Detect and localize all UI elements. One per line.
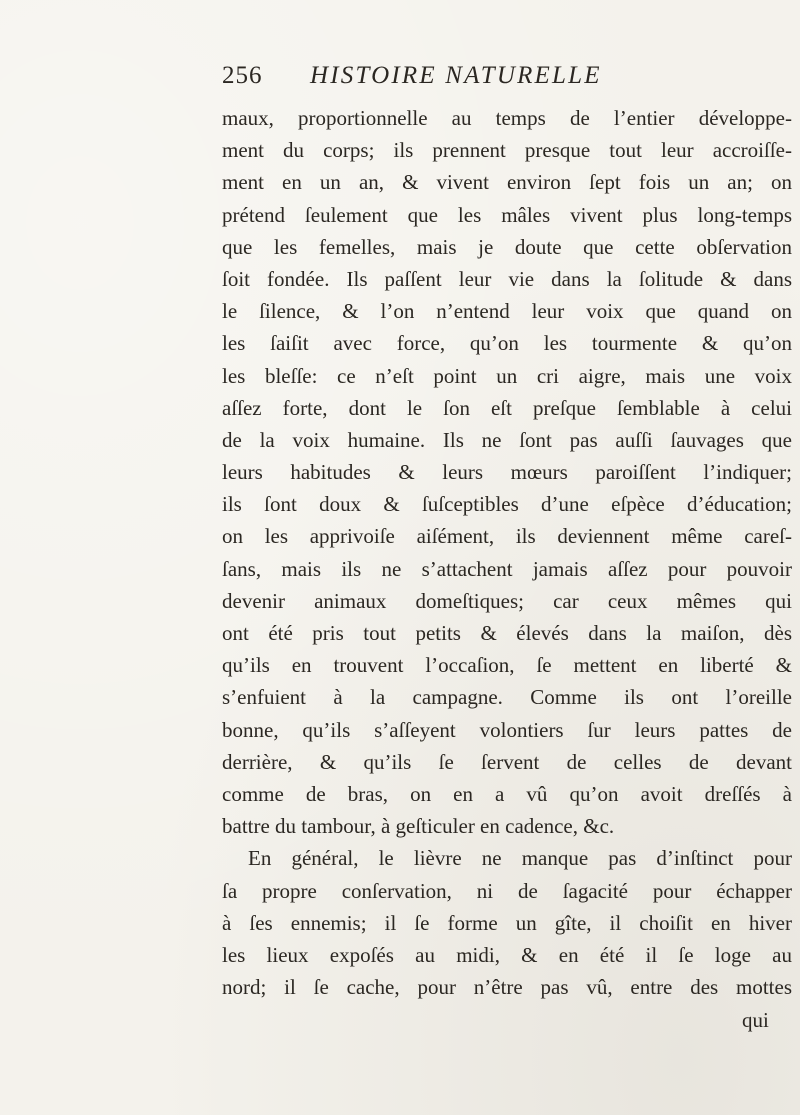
text-line-paragraph-start: En général, le lièvre ne manque pas d’inſtinct pour — [248, 846, 792, 871]
text-line: que les femelles, mais je doute que cette obſervation — [222, 234, 792, 259]
text-line: leurs habitudes & leurs mœurs paroiſſent l’indiquer; — [222, 460, 792, 485]
text-line: qu’ils en trouvent l’occaſion, ſe mettent en liberté & — [222, 653, 792, 678]
text-line: les ſaiſit avec force, qu’on les tourmente & qu’on — [222, 331, 792, 356]
text-line: ont été pris tout petits & élevés dans la maiſon, dès — [222, 621, 792, 645]
text-line: ſa propre conſervation, ni de ſagacité pour échapper — [222, 878, 792, 903]
text-line: battre du tambour, à geſticuler en cadence, &c. — [222, 814, 615, 839]
text-line: nord; il ſe cache, pour n’être pas vû, entre des mottes — [222, 975, 792, 1000]
text-line: s’enfuient à la campagne. Comme ils ont l’oreille — [222, 685, 792, 710]
text-line: ſoit fondée. Ils paſſent leur vie dans la ſolitude & dans — [222, 266, 792, 291]
text-line: ment en un an, & vivent environ ſept fois un an; on — [222, 170, 792, 195]
text-line: prétend ſeulement que les mâles vivent plus long-temps — [222, 202, 792, 227]
text-line: à ſes ennemis; il ſe forme un gîte, il choiſit en hiver — [222, 910, 792, 935]
text-line: de la voix humaine. Ils ne ſont pas auſſi ſauvages que — [222, 427, 792, 452]
text-line: ment du corps; ils prennent presque tout leur accroiſſe- — [222, 138, 792, 163]
text-line: le ſilence, & l’on n’entend leur voix que quand on — [222, 299, 792, 324]
text-line: les bleſſe: ce n’eſt point un cri aigre, mais une voix — [222, 363, 792, 388]
text-line: maux, proportionnelle au temps de l’entier développe- — [222, 106, 792, 130]
catchword: qui — [742, 1008, 769, 1032]
text-line: ils ſont doux & ſuſceptibles d’une eſpèce d’éducation; — [222, 492, 792, 517]
page-header — [222, 62, 642, 98]
text-line: ſans, mais ils ne s’attachent jamais aſſez pour pouvoir — [222, 556, 792, 581]
text-line: on les apprivoiſe aiſément, ils deviennent même careſ- — [222, 524, 792, 549]
text-line: bonne, qu’ils s’aſſeyent volontiers ſur leurs pattes de — [222, 717, 792, 742]
text-line: aſſez forte, dont le ſon eſt preſque ſemblable à celui — [222, 395, 792, 420]
text-line: derrière, & qu’ils ſe ſervent de celles de devant — [222, 749, 792, 774]
text-line: devenir animaux domeſtiques; car ceux mêmes qui — [222, 588, 792, 613]
body-text — [222, 102, 792, 1003]
running-title: HISTOIRE NATURELLE — [310, 62, 602, 89]
page-number: 256 — [222, 62, 263, 89]
text-line: comme de bras, on en a vû qu’on avoit dreſſés à — [222, 781, 792, 806]
text-line: les lieux expoſés au midi, & en été il ſe loge au — [222, 942, 792, 967]
